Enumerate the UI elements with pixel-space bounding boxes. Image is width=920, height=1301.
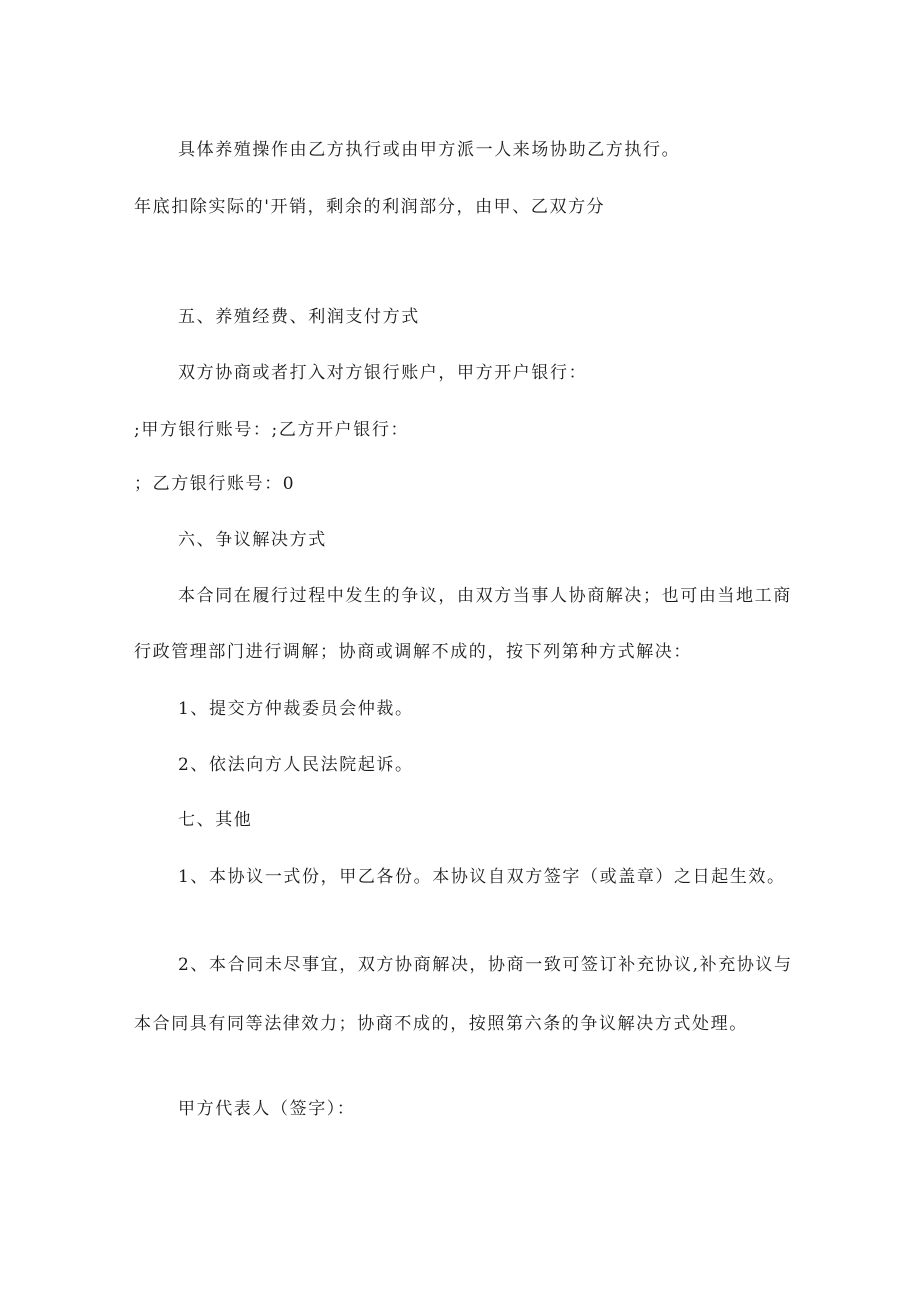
section-heading-payment: 五、养殖经费、利润支付方式 (178, 307, 420, 327)
paragraph-bank-details-2: ；乙方银行账号：0 (134, 474, 296, 494)
paragraph-dispute-line-1: 本合同在履行过程中发生的争议，由双方当事人协商解决；也可由当地工商 (178, 586, 792, 606)
paragraph-profit-line: 年底扣除实际的'开销，剩余的利润部分，由甲、乙双方分 (134, 197, 606, 217)
section-heading-other: 七、其他 (178, 810, 253, 830)
list-item-copies: 1、本协议一式份，甲乙各份。本协议自双方签字（或盖章）之日起生效。 (178, 867, 786, 887)
list-item-litigation: 2、依法向方人民法院起诉。 (178, 755, 414, 775)
list-item-arbitration: 1、提交方仲裁委员会仲裁。 (178, 699, 414, 719)
paragraph-bank-details-1: ;甲方银行账号：;乙方开户银行： (134, 420, 410, 440)
signature-party-a: 甲方代表人（签字）： (178, 1099, 356, 1119)
paragraph-bank-account: 双方协商或者打入对方银行账户，甲方开户银行： (178, 363, 588, 383)
paragraph-dispute-line-2: 行政管理部门进行调解；协商或调解不成的，按下列第种方式解决： (134, 642, 692, 662)
list-item-supplement-line-2: 本合同具有同等法律效力；协商不成的，按照第六条的争议解决方式处理。 (134, 1014, 748, 1034)
section-heading-dispute: 六、争议解决方式 (178, 530, 327, 550)
list-item-supplement-line-1: 2、本合同未尽事宜，双方协商解决，协商一致可签订补充协议,补充协议与 (178, 955, 793, 975)
paragraph-operation-line: 具体养殖操作由乙方执行或由甲方派一人来场协助乙方执行。 (178, 140, 681, 160)
